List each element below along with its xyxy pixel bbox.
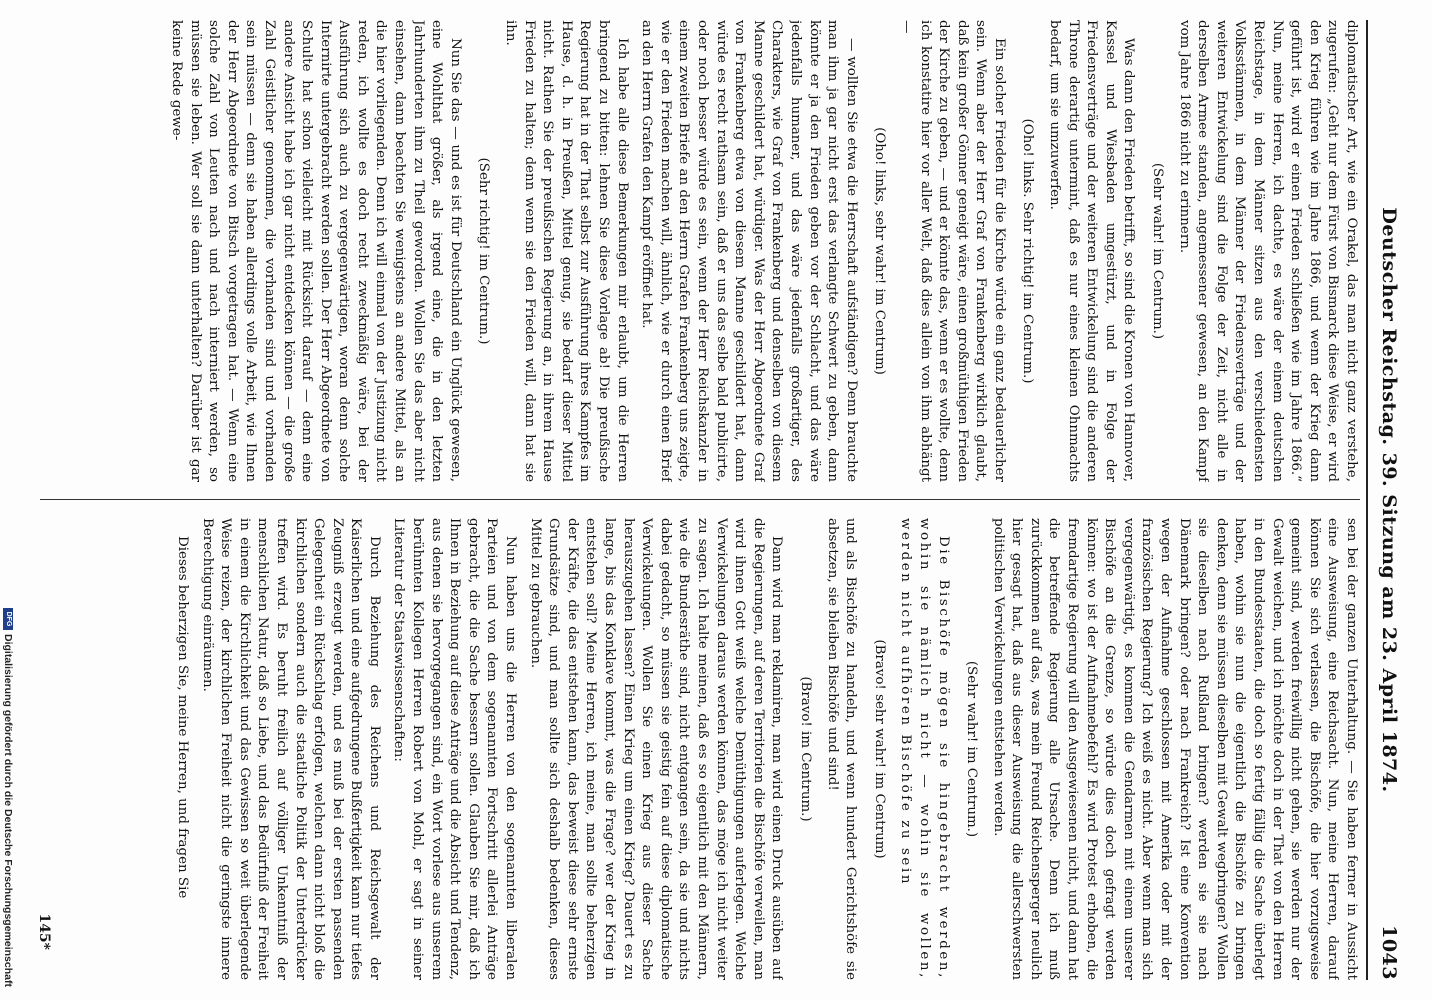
right-column-paragraph: Dieses beherzigen Sie, meine Herren, und fragen Sie [174, 536, 190, 899]
left-column-paragraph: diplomatischer Art, wie ein Orakel, das man nicht ganz verstehe, zugerufen: „Geht nur dem Fürst von Bismarck diese Weise, er wird den Krieg führen wie im Jahre 1866, und wenn der Krieg dann geführt ist, wird er einen Frieden schließen wie im Jahre 1866.“ Nun, meine Herren, ich dachte, es wäre der einem deutschen Reichstage, in dem Männer sitzen aus den verschiedensten Volksstämmen, in dem Männer der Friedensverträge und der weiteren Entwickelung sind die Folge der Zeit, nicht alle in derselben Armee standen, angemessener gewesen, an den Kampf vom Jahre 1866 nicht zu erinnern. [1176, 20, 1359, 482]
right-column-paragraph: Dann wird man reklamiren, man wird einen Druck ausüben auf die Regierungen, auf deren Territorien die Bischöfe verweilen, man wird ihnen Gott weiß welche Demüthigungen auferlegen. Welche Verwickelungen daraus werden können, das möge ich nicht weiter zu sagen. Ich halte meinen, daß es so eigentlich mit den Männern, wie die Bundesräthe sind, nicht entgangen sein, da sie und nichts dabei gedacht, so müssen sie geistig fein auf diese diplomatische Verwickelungen. Wollen Sie einen Krieg aus dieser Sache herauszugehen lassen? Einen Krieg um einen Krieg? Dauert es zu lange, bis das Konklave kommt, was die Frage? wer der Krieg in entstehen soll? Meine Herren, ich meine, man sollte beherzigen der Kräfte, die das entstehen kann, das beweist diese sehr ernste Grundsätze sind, und man sollte sich deshalb bedenken, dieses Mittel zu gebrauchen. [527, 518, 785, 980]
right-column-paragraph: Nun haben uns die Herren von den sogenannten liberalen Parteien und von dem sogenannten Fortschritt allerlei Anträge gebracht, die die Sache bessern sollen. Glauben Sie mir, daß ich Ihnen in Beziehung auf diese Anträge und die Absicht und Tendenz, aus denen sie hervorgegangen sind, ein Wort vorlese aus unserem berühmten Kollegen Herren Robert von Mohl, er sagt in seiner Literatur der Staatswissenschaften: [391, 518, 519, 980]
right-column-paragraph: Die Bischöfe mögen sie hingebracht werden, wohin sie nämlich nicht — wohin sie wollen, werden nicht aufhören Bischöfe zu sein [898, 518, 951, 980]
right-column-paragraph: und als Bischöfe zu handeln, und wenn hundert Gerichtshöfe sie absetzen, sie bleiben Bischöfe und sind! [824, 518, 859, 980]
left-column-interjection: (Oho! links, sehr wahr! im Centrum) [872, 127, 888, 375]
right-column-interjection: (Bravo! im Centrum.) [797, 676, 813, 822]
left-column-paragraph: Nun Sie das — und es ist für Deutschland ein Unglück gewesen, eine Wohlthat größer, als irgend eine, die in den letzten Jahrhunderten ihm zu Theil geworden. Wollen Sie das aber nicht einsehen, dann beachten Sie wenigstens an andere Mittel, als an die hier vorliegenden. Denn ich will einmal von der Justizung nicht reden, ich wollte es doch recht zweckmäßig wäre, bei der Ausführung sich auch zu vergegenwärtigen, woran denn solche Internirte untergebracht werden sollen. Der Herr Abgeordnete von Schulte hat schon vielleicht mit Rücksicht darauf — denn eine andere Ansicht habe ich gar nicht entdecken können — die große Zahl Geistlicher genommen, die vorhanden sind und vorhanden sein müssen — denn sie haben allerdings volle Arbeit, wie Ihnen der Herr Abgeordnete von Bitsch vorgetragen hat. — Wenn eine solche Zahl von Leuten nach und nach interniert werden, so müssen sie leben. Wer soll sie dann unterhalten? Darüber ist gar keine Rede gewe- [168, 20, 463, 482]
right-column-paragraph: Durch Beziehung des Reichens und Reichsgewalt der Kaiserlichen und eine aufgedrungene Bußfertigkeit kann nur tiefes Zeugniß erzeugt werden, und es muß bei der ersten passenden Gelegenheit ein Rückschlag erfolgen, welchen dann nicht bloß die kirchlichen sondern auch die staatliche Politik der Unterdrücker treffen wird. Es beruht freilich auf völliger Unkenntniß der menschlichen Natur, daß so Liebe, und das Bedürfniß der Freiheit in einem die Kirchlichkeit und das Gewissen so weit überlegende Weise reizen, der kirchlichen Freiheit nicht die geringste innere Berechtigung einräumen. [199, 518, 382, 980]
column-divider [40, 499, 1360, 500]
left-column-interjection: (Oho! links. Sehr richtig! im Centrum.) [1020, 118, 1036, 384]
digitization-credit [2, 608, 16, 998]
rotated-page-content [30, 20, 1410, 980]
page-title: Deutscher Reichstag. 39. Sitzung am 23. April 1874. [1378, 207, 1400, 793]
credit-text: Digitalisierung gefördert durch die Deutsche Forschungsgemeinschaft [2, 634, 14, 987]
sheet-signature: 145* [36, 913, 52, 950]
page-header [1366, 20, 1410, 980]
left-column-interjection: (Sehr wahr! im Centrum.) [1150, 162, 1166, 340]
right-column-interjection: (Sehr wahr! im Centrum.) [964, 660, 980, 838]
left-column-paragraph: Was dann den Frieden betrifft, so sind die Kronen von Hannover, Kassel und Wiesbaden umgestürzt, und in Folge der Friedensverträge und der weiteren Entwickelung sind die anderen Throne derartig untermint, daß es nur eines kleinen Ohnmachts bedarf, um sie umzuwerfen. [1047, 20, 1137, 482]
right-column [40, 518, 1360, 980]
left-column-paragraph: Ich habe alle diese Bemerkungen mir erlaubt, um die Herren bringend zu bitten: lehnen Sie diese Vorlage ab! Die preußische Regierung hat in der That selbst zur Ausführung ihres Kampfes im Hause, d. h. in Preußen, Mittel genug, sie bedarf dieser Mittel nicht. Rathen Sie der preußischen Regierung an, in ihrem Hause Frieden zu halten; denn wenn sie den Frieden will, dann hat sie ihn. [503, 20, 630, 482]
text-columns [40, 20, 1360, 980]
left-column-paragraph: — wollten Sie etwa die Herrschaft aufständigen? Denn brauchte man ihm ja gar nicht erst das verlangte Schwert zu geben, dann könnte er ja den Frieden geben vor der Schlacht, und das wäre jedenfalls humaner, und das wäre jedenfalls großartiger, des Charakters, wie Graf von Frankenberg und denselben von diesem Manne geschildert hat, würdiger. Was der Herr Abgeordnete Graf von Frankenberg etwa von diesem Manne geschildert hat, dann würde es recht rathsam sein, daß er uns das selbe bald publicirte, oder noch besser würde es sein, wenn der Herr Reichskanzler in einem zweiten Briefe an den Herrn Grafen Frankenberg uns zeigte, wie er den Frieden machen will, ähnlich, wie er durch einen Brief an den Herrn Grafen den Kampf eröffnet hat. [639, 20, 859, 482]
dfg-logo: DFG [3, 608, 13, 630]
left-column-paragraph: Ein solcher Frieden für die Kirche würde ein ganz bedauerlicher sein. Wenn aber der Herr Graf von Frankenberg wirklich glaubt, daß kein großer Gönner geneigt wäre, einen großmüthigen Frieden der Kirche zu geben, — und er könnte das, wenn er es wollte, denn ich konstatire hier vor aller Welt, daß dies allein von ihm abhängt — [898, 20, 1007, 482]
credit-line [2, 608, 14, 998]
right-column-interjection: (Bravo! sehr wahr! im Centrum) [871, 639, 887, 859]
page-number: 1043 [1378, 925, 1400, 980]
left-column-interjection: (Sehr richtig! im Centrum.) [476, 157, 492, 345]
right-column-paragraph: sen bei der ganzen Unterhaltung. — Sie haben ferner in Aussicht eine Ausweisung, eine Reichsacht. Nun, meine Herren, darauf können Sie sich verlassen, die Bischöfe, die hier vorzugsweise gemeint sind, werden freiwillig nicht gehen, sie werden nur der Gewalt weichen, und ich möchte doch in der That von den Herren in den Bundesstaaten, die doch so fertig fällig die Sache überlegt haben, wohin sie nun die eigentlich die Bischöfe zu bringen denken, denn sie müssen dieselben mit Gewalt wegbringen? Wollen sie dieselben nach Rußland bringen? werden sie sie nach Dänemark bringen? oder nach Frankreich? Ist eine Konvention wegen der Aufnahme geschlossen mit Amerika oder mit der französischen Regierung? Ich weiß es nicht. Aber wenn man sich vergegenwärtigt, es kommen die Gendarmen mit einem unserer Bischöfe an die Grenze, so würde dies doch gefragt werden können: wo ist der Aufnahmebefehl? Es wird Protest erhoben, die fremdartige Regierung will den Ausgewiesenen nicht, und dann hat die betreffende Regierung alle Ursache. Denn ich muß zurückkommen auf das, was mein Freund Reichensperger neulich hier gesagt hat, daß aus dieser Ausweisung die allerschwersten politischen Verwickelungen entstehen werden. [990, 518, 1359, 980]
left-column [40, 20, 1360, 482]
